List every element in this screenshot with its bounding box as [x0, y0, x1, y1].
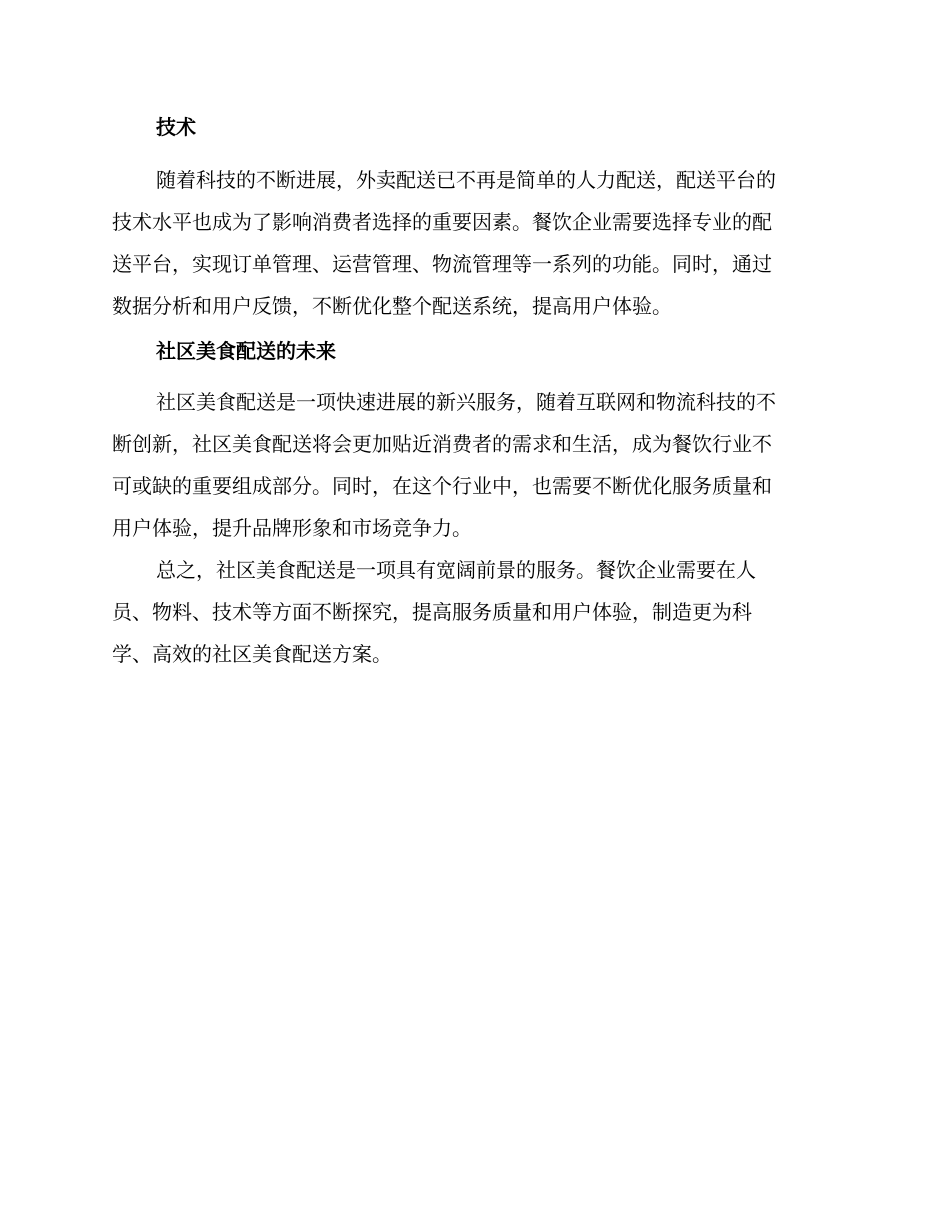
paragraph-line: 用户体验，提升品牌形象和市场竞争力。: [112, 516, 472, 540]
paragraph-line: 可或缺的重要组成部分。同时，在这个行业中，也需要不断优化服务质量和: [112, 474, 772, 498]
paragraph-line: 数据分析和用户反馈，不断优化整个配送系统，提高用户体验。: [112, 294, 672, 318]
paragraph-line: 总之，社区美食配送是一项具有宽阔前景的服务。餐饮企业需要在人: [156, 558, 756, 582]
paragraph-line: 断创新，社区美食配送将会更加贴近消费者的需求和生活，成为餐饮行业不: [112, 432, 772, 456]
paragraph-technology: [112, 166, 834, 320]
document-page: [112, 110, 834, 682]
paragraph-conclusion: [112, 556, 834, 668]
section-heading-technology: 技术: [156, 115, 196, 139]
paragraph-line: 送平台，实现订单管理、运营管理、物流管理等一系列的功能。同时，通过: [112, 252, 772, 276]
paragraph-line: 员、物料、技术等方面不断探究，提高服务质量和用户体验，制造更为科: [112, 600, 752, 624]
paragraph-line: 社区美食配送是一项快速进展的新兴服务，随着互联网和物流科技的不: [156, 390, 776, 414]
paragraph-line: 学、高效的社区美食配送方案。: [112, 642, 392, 666]
paragraph-future: [112, 388, 834, 542]
section-heading-future: 社区美食配送的未来: [156, 339, 336, 363]
paragraph-line: 随着科技的不断进展，外卖配送已不再是简单的人力配送，配送平台的: [156, 168, 776, 192]
paragraph-line: 技术水平也成为了影响消费者选择的重要因素。餐饮企业需要选择专业的配: [112, 210, 772, 234]
